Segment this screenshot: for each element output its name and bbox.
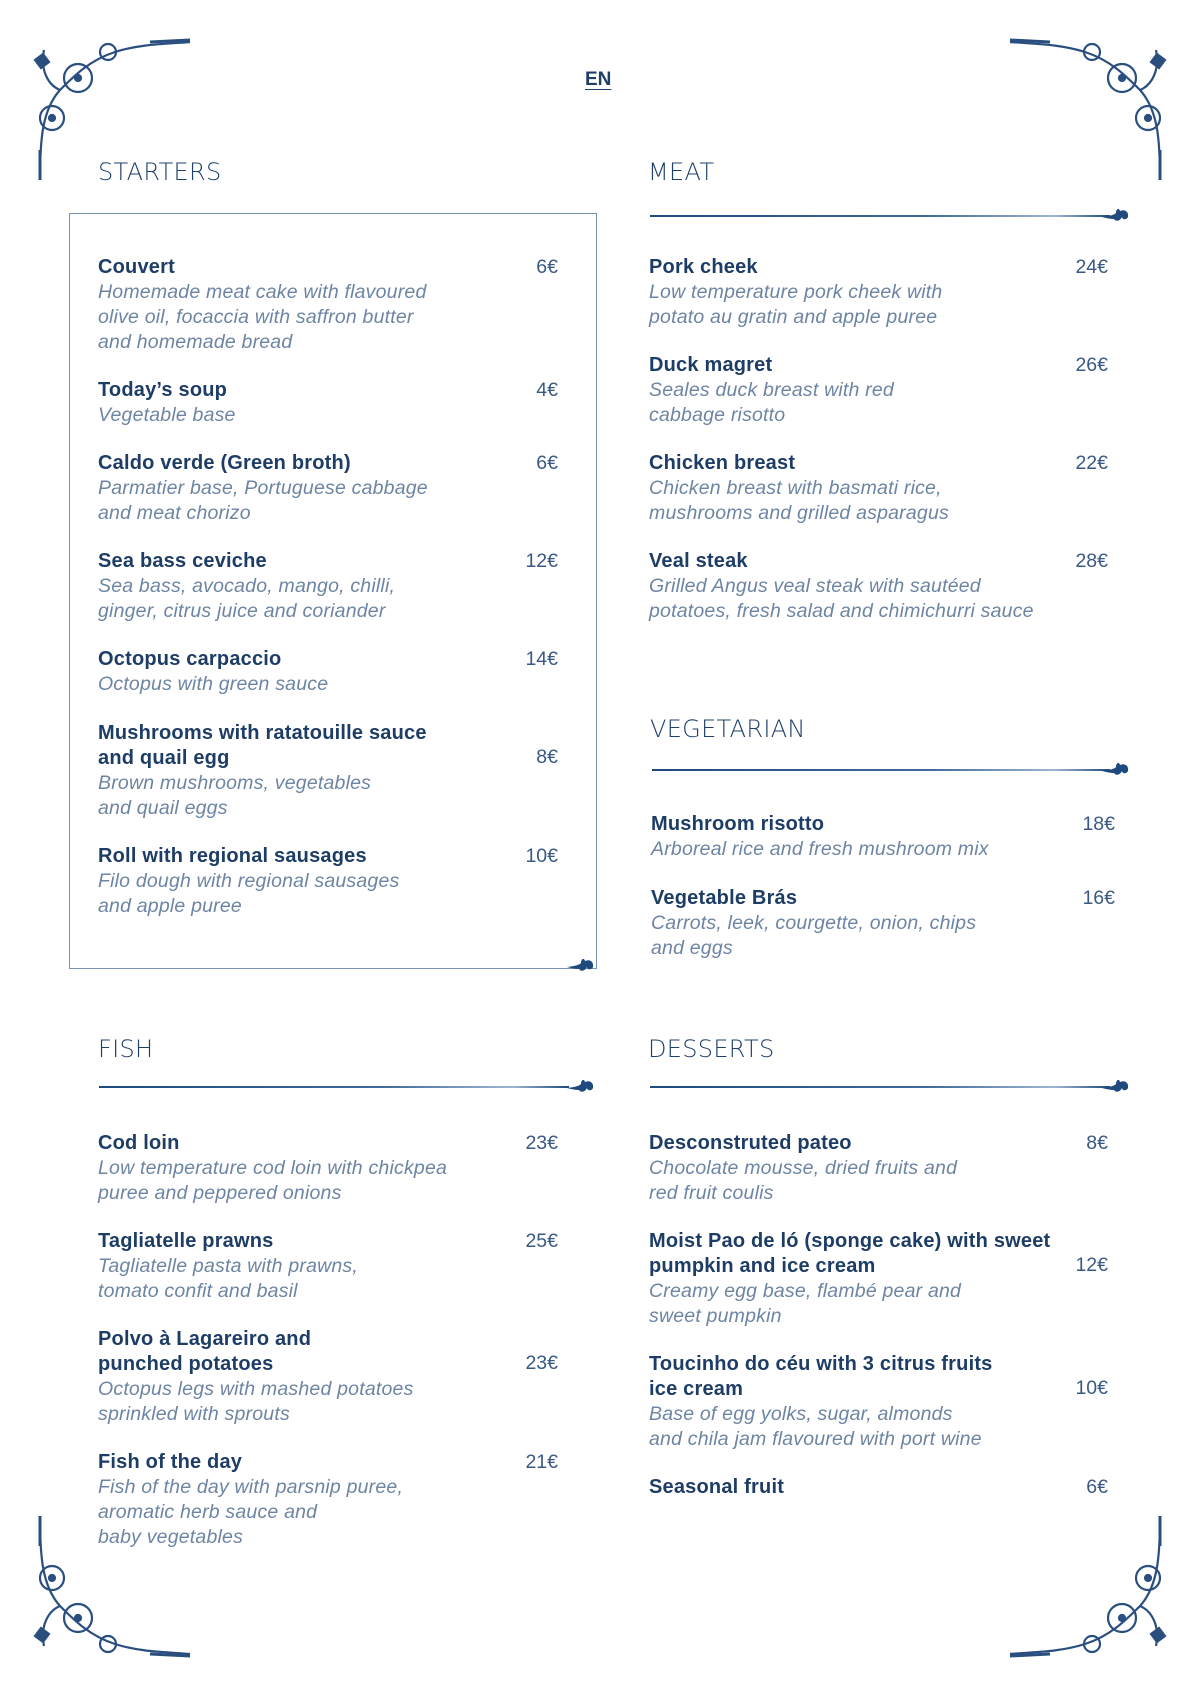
item-name: Sea bass ceviche xyxy=(98,550,267,572)
menu-item-seasonal-fruit xyxy=(649,1475,1089,1500)
menu-item-octopus-carpaccio xyxy=(98,647,518,697)
flourish-icon xyxy=(1100,1076,1130,1098)
item-desc: and homemade bread xyxy=(98,331,293,353)
item-desc: Chicken breast with basmati rice, xyxy=(649,477,942,499)
item-desc: mushrooms and grilled asparagus xyxy=(649,502,949,524)
item-desc: Vegetable base xyxy=(98,404,236,426)
item-price: 16€ xyxy=(1082,887,1115,909)
item-desc: Low temperature cod loin with chickpea xyxy=(98,1157,448,1179)
flourish-icon xyxy=(565,1076,595,1098)
menu-item-todays-soup xyxy=(98,378,518,428)
item-desc: Brown mushrooms, vegetables xyxy=(98,772,372,794)
item-price: 14€ xyxy=(525,648,558,670)
item-price: 18€ xyxy=(1082,813,1115,835)
item-name: Octopus carpaccio xyxy=(98,648,282,670)
item-price: 23€ xyxy=(525,1352,558,1374)
menu-item-sea-bass-ceviche xyxy=(98,549,518,624)
item-price: 6€ xyxy=(536,452,558,474)
item-desc: potatoes, fresh salad and chimichurri sauce xyxy=(649,600,1034,622)
item-price: 12€ xyxy=(525,550,558,572)
item-price: 28€ xyxy=(1075,550,1108,572)
item-name: Pork cheek xyxy=(649,256,758,278)
item-desc: Parmatier base, Portuguese cabbage xyxy=(98,477,428,499)
item-name-line2: punched potatoes xyxy=(98,1353,274,1375)
item-name: Moist Pao de ló (sponge cake) with sweet xyxy=(649,1230,1051,1252)
item-price: 6€ xyxy=(1086,1476,1108,1498)
corner-ornament-top-right-icon xyxy=(1000,30,1170,200)
item-desc: Fish of the day with parsnip puree, xyxy=(98,1476,404,1498)
item-name: Caldo verde (Green broth) xyxy=(98,452,351,474)
item-name: Cod loin xyxy=(98,1132,180,1154)
menu-item-caldo-verde xyxy=(98,451,518,526)
item-desc: ginger, citrus juice and coriander xyxy=(98,600,386,622)
item-desc: potato au gratin and apple puree xyxy=(649,306,938,328)
item-price: 22€ xyxy=(1075,452,1108,474)
item-desc: Creamy egg base, flambé pear and xyxy=(649,1280,962,1302)
item-name: Polvo à Lagareiro and xyxy=(98,1328,312,1350)
item-desc: Carrots, leek, courgette, onion, chips xyxy=(651,912,977,934)
item-desc: Sea bass, avocado, mango, chilli, xyxy=(98,575,396,597)
item-name: Tagliatelle prawns xyxy=(98,1230,274,1252)
menu-item-pao-de-lo xyxy=(649,1229,1109,1329)
divider xyxy=(99,1086,569,1088)
item-price: 12€ xyxy=(1075,1254,1108,1276)
menu-item-mushrooms-ratatouille xyxy=(98,721,518,821)
item-desc: Octopus with green sauce xyxy=(98,673,329,695)
item-name: Mushroom risotto xyxy=(651,813,825,835)
menu-item-roll-regional-sausages xyxy=(98,844,518,919)
item-price: 21€ xyxy=(525,1451,558,1473)
menu-item-chicken-breast xyxy=(649,451,1089,526)
item-desc: olive oil, focaccia with saffron butter xyxy=(98,306,414,328)
item-desc: red fruit coulis xyxy=(649,1182,774,1204)
corner-ornament-bottom-right-icon xyxy=(1000,1496,1170,1666)
menu-item-duck-magret xyxy=(649,353,1089,428)
item-desc: and apple puree xyxy=(98,895,242,917)
item-price: 10€ xyxy=(525,845,558,867)
menu-item-pork-cheek xyxy=(649,255,1089,330)
section-title-starters: STARTERS xyxy=(98,158,222,186)
item-name-line2: pumpkin and ice cream xyxy=(649,1255,876,1277)
item-name: Seasonal fruit xyxy=(649,1476,785,1498)
item-desc: baby vegetables xyxy=(98,1526,244,1548)
item-desc: Tagliatelle pasta with prawns, xyxy=(98,1255,359,1277)
item-name-line2: ice cream xyxy=(649,1378,744,1400)
item-desc: Base of egg yolks, sugar, almonds xyxy=(649,1403,953,1425)
item-price: 8€ xyxy=(536,746,558,768)
item-desc: cabbage risotto xyxy=(649,404,786,426)
flourish-icon xyxy=(565,955,595,977)
flourish-icon xyxy=(1100,759,1130,781)
item-desc: Filo dough with regional sausages xyxy=(98,870,400,892)
item-name: Vegetable Brás xyxy=(651,887,798,909)
item-desc: Homemade meat cake with flavoured xyxy=(98,281,427,303)
item-price: 8€ xyxy=(1086,1132,1108,1154)
item-desc: and eggs xyxy=(651,937,733,959)
menu-item-polvo-lagareiro xyxy=(98,1327,538,1427)
menu-item-cod-loin xyxy=(98,1131,538,1206)
divider xyxy=(652,769,1110,771)
item-desc: puree and peppered onions xyxy=(98,1182,342,1204)
item-desc: aromatic herb sauce and xyxy=(98,1501,318,1523)
item-name: Duck magret xyxy=(649,354,773,376)
item-desc: tomato confit and basil xyxy=(98,1280,298,1302)
menu-item-fish-of-the-day xyxy=(98,1450,538,1550)
item-desc: and quail eggs xyxy=(98,797,228,819)
item-desc: Grilled Angus veal steak with sautéed xyxy=(649,575,981,597)
item-name: Roll with regional sausages xyxy=(98,845,367,867)
item-name: Mushrooms with ratatouille sauce xyxy=(98,722,427,744)
item-desc: sweet pumpkin xyxy=(649,1305,782,1327)
item-desc: and meat chorizo xyxy=(98,502,251,524)
section-title-desserts: DESSERTS xyxy=(648,1035,775,1063)
section-title-vegetarian: VEGETARIAN xyxy=(650,715,806,743)
item-price: 26€ xyxy=(1075,354,1108,376)
menu-item-mushroom-risotto xyxy=(651,812,1111,862)
item-desc: sprinkled with sprouts xyxy=(98,1403,290,1425)
item-price: 4€ xyxy=(536,379,558,401)
item-name: Chicken breast xyxy=(649,452,796,474)
divider xyxy=(650,1086,1110,1088)
menu-item-tagliatelle-prawns xyxy=(98,1229,538,1304)
menu-item-desconstruted-pateo xyxy=(649,1131,1089,1206)
item-desc: Arboreal rice and fresh mushroom mix xyxy=(651,838,989,860)
item-desc: Octopus legs with mashed potatoes xyxy=(98,1378,414,1400)
item-price: 23€ xyxy=(525,1132,558,1154)
language-link-en[interactable]: EN xyxy=(585,69,612,90)
flourish-icon xyxy=(1100,205,1130,227)
item-price: 25€ xyxy=(525,1230,558,1252)
item-price: 24€ xyxy=(1075,256,1108,278)
item-desc: Low temperature pork cheek with xyxy=(649,281,943,303)
item-name: Desconstruted pateo xyxy=(649,1132,852,1154)
item-name: Toucinho do céu with 3 citrus fruits xyxy=(649,1353,993,1375)
item-name-line2: and quail egg xyxy=(98,747,230,769)
item-name: Couvert xyxy=(98,256,175,278)
item-name: Today’s soup xyxy=(98,379,228,401)
item-price: 10€ xyxy=(1075,1377,1108,1399)
menu-item-vegetable-bras xyxy=(651,886,1111,961)
item-desc: and chila jam flavoured with port wine xyxy=(649,1428,982,1450)
section-title-fish: FISH xyxy=(98,1035,154,1063)
item-desc: Seales duck breast with red xyxy=(649,379,894,401)
item-name: Fish of the day xyxy=(98,1451,243,1473)
section-title-meat: MEAT xyxy=(648,158,715,186)
item-name: Veal steak xyxy=(649,550,748,572)
menu-item-toucinho-do-ceu xyxy=(649,1352,1109,1452)
item-price: 6€ xyxy=(536,256,558,278)
item-desc: Chocolate mousse, dried fruits and xyxy=(649,1157,958,1179)
divider xyxy=(650,215,1110,217)
menu-item-couvert xyxy=(98,255,518,355)
